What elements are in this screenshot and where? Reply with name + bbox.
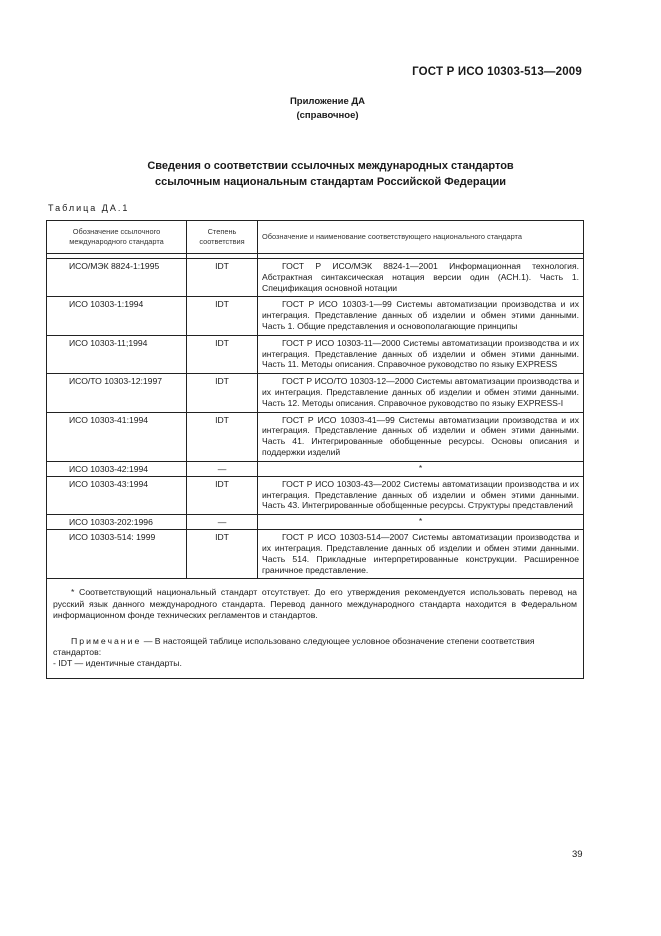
- reference-cell: ИСО 10303-42:1994: [47, 461, 187, 476]
- table-footer: [47, 579, 584, 678]
- national-standard-footnote-marker: *: [258, 461, 584, 476]
- national-standard-cell: [258, 335, 584, 373]
- degree-cell: IDT: [187, 530, 258, 579]
- national-standard-cell: [258, 530, 584, 579]
- appendix-heading: [0, 95, 661, 123]
- national-standard-text: ГОСТ Р ИСО 10303-43—2002 Системы автоматизации производства и их интеграция. Представление данных об изделии и обмен этими данными. Часть 43. Интегрированные обобщенные ресурсы. Структуры представлений: [262, 478, 579, 511]
- national-standard-cell: [258, 476, 584, 514]
- document-code-header: ГОСТ Р ИСО 10303-513—2009: [412, 66, 582, 78]
- degree-cell: IDT: [187, 335, 258, 373]
- table-row: [47, 374, 584, 412]
- national-standard-cell: [258, 412, 584, 461]
- note-text: [53, 636, 577, 659]
- table-row: [47, 297, 584, 335]
- national-standard-text: ГОСТ Р ИСО/МЭК 8824-1—2001 Информационная технология. Абстрактная синтаксическая нотация версии один (АСН.1). Часть 1. Спецификация основной нотации: [262, 261, 579, 293]
- table-row: [47, 476, 584, 514]
- table-caption: Таблица ДА.1: [48, 203, 130, 213]
- national-standard-text: ГОСТ Р ИСО 10303-514—2007 Системы автоматизации производства и их интеграция. Представление данных об изделии и обмен этими данными. Часть 514. Прикладные интерпретированные конструкции. Расширенное граничное представление.: [262, 532, 579, 575]
- national-standard-cell: [258, 259, 584, 297]
- table-row: [47, 412, 584, 461]
- degree-cell: —: [187, 461, 258, 476]
- section-title-line-1: Сведения о соответствии ссылочных международных стандартов: [147, 160, 514, 172]
- table-row: [47, 530, 584, 579]
- page-number: 39: [572, 849, 583, 860]
- national-standard-text: ГОСТ Р ИСО 10303-11—2000 Системы автоматизации производства и их интеграция. Представление данных об изделии и обмен этими данными. Часть 11. Методы описания. Справочное руководство по языку EXPRESS: [262, 337, 579, 370]
- table-footer-row: [47, 579, 584, 678]
- national-standard-footnote-marker: *: [258, 515, 584, 530]
- table-row: [47, 515, 584, 530]
- national-standard-text: ГОСТ Р ИСО/ТО 10303-12—2000 Системы автоматизации производства и их интеграция. Представление данных об изделии и обмен этими данными. Часть 12. Методы описания. Справочное руководство по языку EXPRESS-I: [262, 376, 579, 408]
- correspondence-table: [46, 220, 584, 679]
- degree-cell: IDT: [187, 374, 258, 412]
- reference-cell: ИСО 10303-41:1994: [47, 412, 187, 461]
- national-standard-cell: [258, 297, 584, 335]
- note-body: — В настоящей таблице использовано следующее условное обозначение степени соответствия стандартов:: [53, 635, 535, 657]
- table-row: [47, 461, 584, 476]
- footnote-text: * Соответствующий национальный стандарт отсутствует. До его утверждения рекомендуется использовать перевод на русский язык данного международного стандарта. Перевод данного международного стандарта находится в Федеральном информационном фонде технических регламентов и стандартов.: [53, 587, 577, 621]
- column-header-national: Обозначение и наименование соответствующего национального стандарта: [258, 221, 584, 254]
- table-header-row: [47, 221, 584, 254]
- national-standard-cell: [258, 374, 584, 412]
- column-header-degree: Степень соответствия: [187, 221, 258, 254]
- appendix-title: Приложение ДА: [289, 96, 366, 107]
- table-row: [47, 259, 584, 297]
- appendix-note: (справочное): [296, 110, 359, 121]
- table-body: [47, 254, 584, 679]
- table-row: [47, 335, 584, 373]
- note-item: - IDT — идентичные стандарты.: [53, 658, 182, 669]
- note-label: Примечание: [71, 635, 142, 646]
- reference-cell: ИСО 10303-202:1996: [47, 515, 187, 530]
- column-header-reference: Обозначение ссылочного международного стандарта: [47, 221, 187, 254]
- reference-cell: ИСО 10303-514: 1999: [47, 530, 187, 579]
- reference-cell: ИСО 10303-1:1994: [47, 297, 187, 335]
- reference-cell: ИСО 10303-11;1994: [47, 335, 187, 373]
- reference-cell: ИСО/ТО 10303-12:1997: [47, 374, 187, 412]
- national-standard-text: ГОСТ Р ИСО 10303-1—99 Системы автоматизации производства и их интеграция. Представление данных об изделии и обмен этими данными. Часть 1. Общие представления и основополагающие принципы: [262, 299, 579, 331]
- degree-cell: IDT: [187, 297, 258, 335]
- degree-cell: IDT: [187, 412, 258, 461]
- section-title-line-2: ссылочным национальным стандартам Российской Федерации: [154, 176, 507, 188]
- degree-cell: —: [187, 515, 258, 530]
- reference-cell: ИСО 10303-43:1994: [47, 476, 187, 514]
- national-standard-text: ГОСТ Р ИСО 10303-41—99 Системы автоматизации производства и их интеграция. Представление данных об изделии и обмен этими данными. Часть 41. Интегрированные обобщенные ресурсы. Основы описания и поддержки изделий: [262, 414, 579, 457]
- degree-cell: IDT: [187, 259, 258, 297]
- reference-cell: ИСО/МЭК 8824-1:1995: [47, 259, 187, 297]
- degree-cell: IDT: [187, 476, 258, 514]
- section-title: [0, 158, 661, 190]
